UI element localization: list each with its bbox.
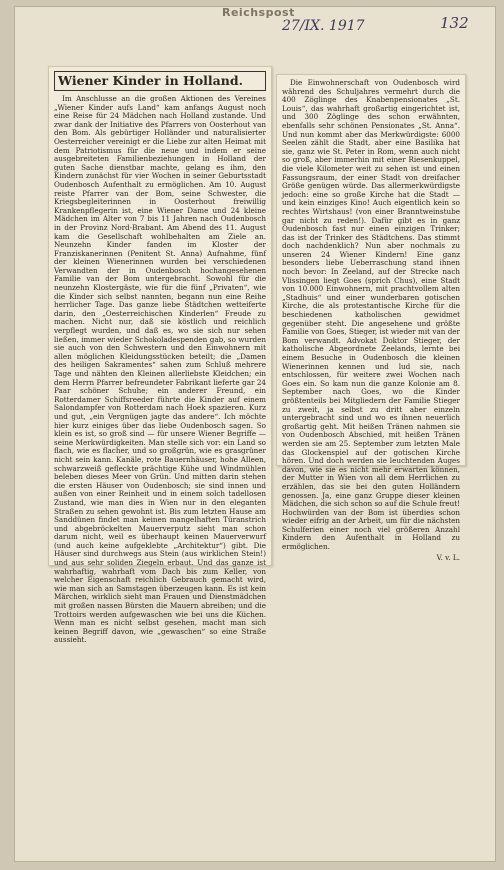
clipping-right-column bbox=[276, 74, 466, 562]
clipping-left-column bbox=[48, 66, 272, 645]
article-title: Wiener Kinder in Holland. bbox=[54, 71, 266, 91]
handwritten-page-number: 132 bbox=[440, 14, 469, 32]
article-body-right: Die Einwohnerschaft von Oudenbosch wird während des Schuljahres vermehrt durch die 400 Zöglinge des Knabenpensionates „St. Louis“, das wahrhaft großartig eingerichtet ist, und 300 Zöglinge des schon erwähnten, ebenfalls sehr schönen Pensionates „St. Anna“. Und nun kommt aber das Merkwürdigste: 6000 Seelen zählt die Stadt, aber eine Basilika hat sie, ganz wie St. Peter in Rom, wenn auch nicht so groß, aber immerhin mit einer Riesenkuppel, die viele Kilometer weit zu sehen ist und einen Fassungsraum, der einer Stadt von dreifacher Größe genügen würde. Das allermerkwürdigste jedoch: eine so große Kirche hat die Stadt — und kein einziges Kino! Auch eigentlich kein so rechtes Wirtshaus! (von einer Branntweinstube gar nicht zu reden!). Dafür gibt es in ganz Oudenbosch fast nur einen einzigen Trinker; das ist der Trinker des Städtchens. Das stimmt doch nachdenklich? Nun aber nochmals zu unseren 24 Wiener Kindern! Eine ganz besonders liebe Ueberraschung stand ihnen noch bevor: In Zeeland, auf der Strecke nach Vlissingen liegt Goes (sprich Chus), eine Stadt von 10.000 Einwohnern, mit prachtvollem alten „Stadhuis“ und einer wunderbaren gotischen Kirche, die als protestantische Kirche für die beschiedenen katholischen gewidmet gegenüber steht. Die angesehene und größte Familie von Goes, Stieger, ist wieder mit van der Bom verwandt. Advokat Doktor Stieger, der katholische Abgeordnete Zeelands, lernte bei einem Besuche in Oudenbosch die kleinen Wienerinnen kennen und lud sie, nach entschlossen, für weitere zwei Wochen nach Goes ein. So kam nun die ganze Kolonie am 8. September nach Goes, wo die Kinder größtenteils bei Mitgliedern der Familie Stieger zu zweit, ja selbst zu dritt aber einzeln untergebracht sind und wo es ihnen neuerlich großartig geht. Mit heißen Tränen nahmen sie von Oudenbosch Abschied, mit heißen Tränen werden sie am 25. September zum letzten Male das Glockenspiel auf der gotischen Kirche hören. Und doch werden sie leuchtenden Auges davon, wie sie es nicht mehr erwarten können, der Mutter in Wien von all dem Herrlichen zu erzählen, das sie bei den guten Holländern genossen. Ja, eine ganz Gruppe dieser kleinen Mädchen, die sich schon so auf die Schule freut! Hochwürden van der Bom ist überdies schon wieder eifrig an der Arbeit, um für die nächsten Schulferien einer noch viel größeren Anzahl Kindern den Aufenthalt in Holland zu ermöglichen. bbox=[282, 78, 460, 552]
handwritten-date: 27/IX. 1917 bbox=[282, 18, 365, 34]
newspaper-source-stamp: Reichspost bbox=[222, 6, 295, 19]
article-body-left: Im Anschlusse an die großen Aktionen des Vereines „Wiener Kinder aufs Land“ kam anfangs August noch eine Reise für 24 Mädchen nach Holland zustande. Und zwar dank der Initiative des Pfarrers von Oosterhout van den Bom. Als gebürtiger Holländer und naturalisierter Oesterreicher vereinigt er die Liebe zur alten Heimat mit dem Patriotismus für die neue und indem er seine ausgebreiteten Familienbeziehungen in Holland der guten Sache dienstbar machte, gelang es ihm, den Kindern zunächst für vier Wochen in seiner Geburtsstadt Oudenbosch Aufenthalt zu ermöglichen. Am 10. August reiste Pfarrer van der Bom, seine Schwester, die Kriegsbegleiterinnen in Oosterhout freiwillig Krankenpflegerin ist, eine Wiener Dame und 24 kleine Mädchen im Alter von 7 bis 11 Jahren nach Oudenbosch in der Provinz Nord-Brabant. Am Abend des 11. August kam die Gesellschaft wohlbehalten am Ziele an. Neunzehn Kinder fanden im Kloster der Franziskanerinnen (Penitent St. Anna) Aufnahme, fünf der kleinen Wienerinnen wurden bei verschiedenen Verwandten der in Oudenbosch hochangesehenen Familie van der Bom untergebracht. Sowohl für die neunzehn Klostergäste, wie für die fünf „Privaten“, wie die Kinder sich selbst nannten, begann nun eine Reihe herrlicher Tage. Das ganze liebe Städtchen wetteiferte darin, den „Oesterreichischen Kinderlen“ Freude zu machen. Nicht nur, daß sie köstlich und reichlich verpflegt wurden, und daß es, wo sie sich nur sehen ließen, immer wieder Schokoladespenden gab, so wurden sie auch von den Schwestern und den Einwohnern mit allen möglichen Kleidungsstücken beteilt; die „Damen des heiligen Sakramentes“ sahen zum Schluß mehrere Tage und nähten den Kleinen allerliebste Kleidchen; ein dem Herrn Pfarrer befreundeter Fabrikant lieferte gar 24 Paar schöner Schuhe; ein anderer Freund, ein Rotterdamer Schiffsreeder führte die Kinder auf einem Salondampfer von Rotterdam nach Hoek spazieren. Kurz und gut, „ein Vergnügen jagte das andere“. Ich möchte hier kurz einiges über das liebe Oudenbosch sagen. So klein es ist, so groß sind — für unsere Wiener Begriffe — seine Merkwürdigkeiten. Man stelle sich vor: ein Land so flach, wie es flacher, und so großgrün, wie es grasgrüner nicht sein kann. Kanäle, rote Bauernhäuser, hohe Alleen, schwarzweiß gefleckte prächtige Kühe und Windmühlen beleben dieses Meer von Grün. Und mitten darin stehen die ersten Häuser von Oudenbosch; sie sind innen und außen von einer Reinheit und in einem solch tadellosen Zustand, wie man dies in Wien nur in den eleganten Straßen zu sehen gewohnt ist. Bis zum letzten Hause am Sanddünen findet man keinen mangelhaften Türanstrich und abgebröckelten Mauerverputz sieht man schon darum nicht, weil es überhaupt keinen Mauerverwurf (und auch keine aufgeklebte „Architektur“) gibt. Die Häuser sind durchwegs aus Stein (aus wirklichen Stein!) und aus sehr soliden Ziegeln erbaut. Und das ganze ist wahrhaftig, wahrhaft vom Dach bis zum Keller, von welcher Eigenschaft reichlich Gebrauch gemacht wird, wie man sich an Samstagen überzeugen kann. Es ist kein Märchen, wirklich sieht man Frauen und Dienstmädchen mit großen nassen Bürsten die Mauern abreiben; und die Trottoirs werden aufgewaschen wie bei uns die Küchen. Wenn man es nicht selbst gesehen, macht man sich keinen Begriff davon, wie „gewaschen“ so eine Straße aussieht. bbox=[54, 94, 266, 645]
article-signature: V. v. L. bbox=[436, 552, 460, 562]
